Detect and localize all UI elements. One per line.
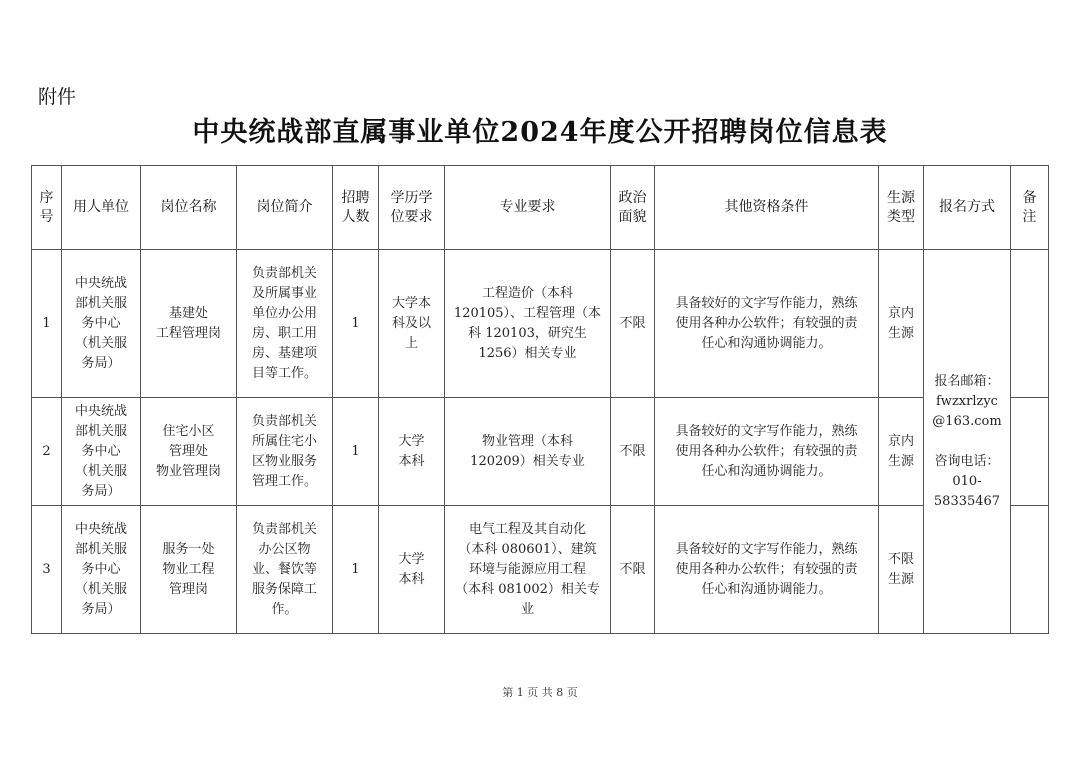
row-major: 电气工程及其自动化 （本科 080601）、建筑 环境与能源应用工程 （本科 081002）相关专 业 bbox=[445, 506, 611, 634]
row-headcount: 1 bbox=[333, 506, 379, 634]
table-row bbox=[32, 398, 1049, 506]
attachment-label: 附件 bbox=[38, 86, 77, 108]
row-position-name: 住宅小区 管理处 物业管理岗 bbox=[141, 398, 237, 506]
row-source: 京内 生源 bbox=[879, 398, 924, 506]
table-header-row bbox=[32, 166, 1049, 250]
row-headcount: 1 bbox=[333, 250, 379, 398]
header-remarks: 备 注 bbox=[1011, 166, 1049, 250]
row-other: 具备较好的文字写作能力，熟练 使用各种办公软件；有较强的责 任心和沟通协调能力。 bbox=[655, 398, 879, 506]
row-position-intro: 负责部机关 所属住宅小 区物业服务 管理工作。 bbox=[237, 398, 333, 506]
row-seq: 2 bbox=[32, 398, 62, 506]
row-major: 工程造价（本科 120105）、工程管理（本 科 120103，研究生 1256）相关专业 bbox=[445, 250, 611, 398]
row-position-intro: 负责部机关 及所属事业 单位办公用 房、职工用 房、基建项 目等工作。 bbox=[237, 250, 333, 398]
row-position-name: 基建处 工程管理岗 bbox=[141, 250, 237, 398]
row-headcount: 1 bbox=[333, 398, 379, 506]
apply-method-cell: 报名邮箱： fwzxrlzyc @163.com 咨询电话： 010- 58335467 bbox=[924, 250, 1011, 634]
row-employer: 中央统战 部机关服 务中心 （机关服 务局） bbox=[62, 250, 141, 398]
row-employer: 中央统战 部机关服 务中心 （机关服 务局） bbox=[62, 398, 141, 506]
header-position-intro: 岗位简介 bbox=[237, 166, 333, 250]
row-position-intro: 负责部机关 办公区物 业、餐饮等 服务保障工 作。 bbox=[237, 506, 333, 634]
header-political: 政治 面貌 bbox=[611, 166, 655, 250]
page-footer: 第 1 页 共 8 页 bbox=[502, 686, 578, 699]
row-position-name: 服务一处 物业工程 管理岗 bbox=[141, 506, 237, 634]
row-political: 不限 bbox=[611, 250, 655, 398]
table-row bbox=[32, 250, 1049, 398]
row-education: 大学 本科 bbox=[379, 506, 445, 634]
header-position-name: 岗位名称 bbox=[141, 166, 237, 250]
header-employer: 用人单位 bbox=[62, 166, 141, 250]
header-major: 专业要求 bbox=[445, 166, 611, 250]
row-education: 大学本 科及以 上 bbox=[379, 250, 445, 398]
row-seq: 1 bbox=[32, 250, 62, 398]
row-other: 具备较好的文字写作能力，熟练 使用各种办公软件；有较强的责 任心和沟通协调能力。 bbox=[655, 506, 879, 634]
row-education: 大学 本科 bbox=[379, 398, 445, 506]
document-title: 中央统战部直属事业单位2024年度公开招聘岗位信息表 bbox=[192, 117, 888, 148]
header-seq: 序 号 bbox=[32, 166, 62, 250]
row-source: 京内 生源 bbox=[879, 250, 924, 398]
row-seq: 3 bbox=[32, 506, 62, 634]
header-education: 学历学 位要求 bbox=[379, 166, 445, 250]
table-row bbox=[32, 506, 1049, 634]
row-other: 具备较好的文字写作能力，熟练 使用各种办公软件；有较强的责 任心和沟通协调能力。 bbox=[655, 250, 879, 398]
row-political: 不限 bbox=[611, 398, 655, 506]
row-political: 不限 bbox=[611, 506, 655, 634]
row-source: 不限 生源 bbox=[879, 506, 924, 634]
row-remarks bbox=[1011, 398, 1049, 506]
row-remarks bbox=[1011, 506, 1049, 634]
recruitment-table bbox=[31, 165, 1049, 634]
header-apply: 报名方式 bbox=[924, 166, 1011, 250]
header-other: 其他资格条件 bbox=[655, 166, 879, 250]
row-employer: 中央统战 部机关服 务中心 （机关服 务局） bbox=[62, 506, 141, 634]
header-source: 生源 类型 bbox=[879, 166, 924, 250]
header-headcount: 招聘 人数 bbox=[333, 166, 379, 250]
row-remarks bbox=[1011, 250, 1049, 398]
row-major: 物业管理（本科 120209）相关专业 bbox=[445, 398, 611, 506]
